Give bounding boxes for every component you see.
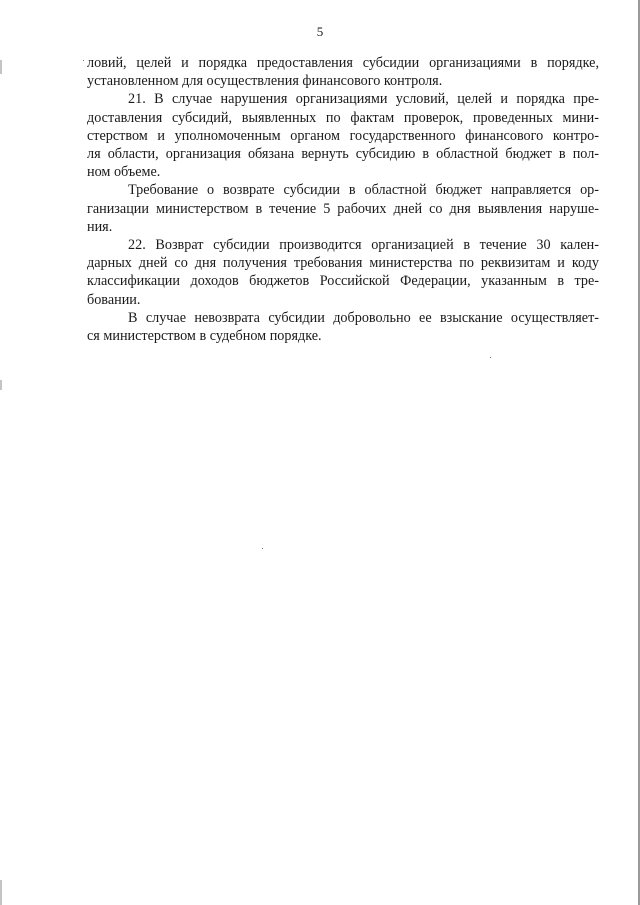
text-line: Требование о возврате субсидии в областной бюджет направляется ор- <box>128 182 599 199</box>
text-line: ля области, организация обязана вернуть субсидию в областной бюджет в пол- <box>87 146 599 163</box>
text-line: ном объеме. <box>87 164 161 181</box>
text-line: установленном для осуществления финансового контроля. <box>87 73 443 90</box>
text-line: бовании. <box>87 291 141 308</box>
paragraph-refusal <box>87 309 599 345</box>
text-line: классификации доходов бюджетов Российской Федерации, указанным в тре- <box>87 273 599 290</box>
text-line: дарных дней со дня получения требования министерства по реквизитам и коду <box>87 255 599 272</box>
paragraph-continued <box>87 54 599 90</box>
paragraph-demand <box>87 181 599 236</box>
scan-edge-left-mark <box>0 880 2 905</box>
text-line: доставления субсидий, выявленных по фактам проверок, проведенных мини- <box>87 109 599 126</box>
scan-speck <box>490 357 491 358</box>
text-line: ловий, целей и порядка предоставления субсидии организациями в порядке, <box>87 55 599 71</box>
text-line: ния. <box>87 218 113 235</box>
text-line: ся министерством в судебном порядке. <box>87 328 322 345</box>
page-number: 5 <box>316 24 324 39</box>
text-line: В случае невозврата субсидии добровольно ее взыскание осуществляет- <box>128 309 599 326</box>
scan-edge-left-mark <box>0 60 2 74</box>
text-line: 22. Возврат субсидии производится организацией в течение 30 кален- <box>128 237 599 254</box>
scan-speck <box>83 60 84 61</box>
document-body <box>87 54 599 345</box>
text-line: 21. В случае нарушения организациями условий, целей и порядка пре- <box>128 91 599 108</box>
paragraph-clause-22 <box>87 236 599 309</box>
text-line: ганизации министерством в течение 5 рабочих дней со дня выявления наруше- <box>87 200 599 217</box>
scan-speck <box>262 548 263 549</box>
text-line: стерством и уполномоченным органом государственного финансового контро- <box>87 127 599 144</box>
scan-edge-left-mark <box>0 380 2 390</box>
paragraph-clause-21 <box>87 90 599 181</box>
